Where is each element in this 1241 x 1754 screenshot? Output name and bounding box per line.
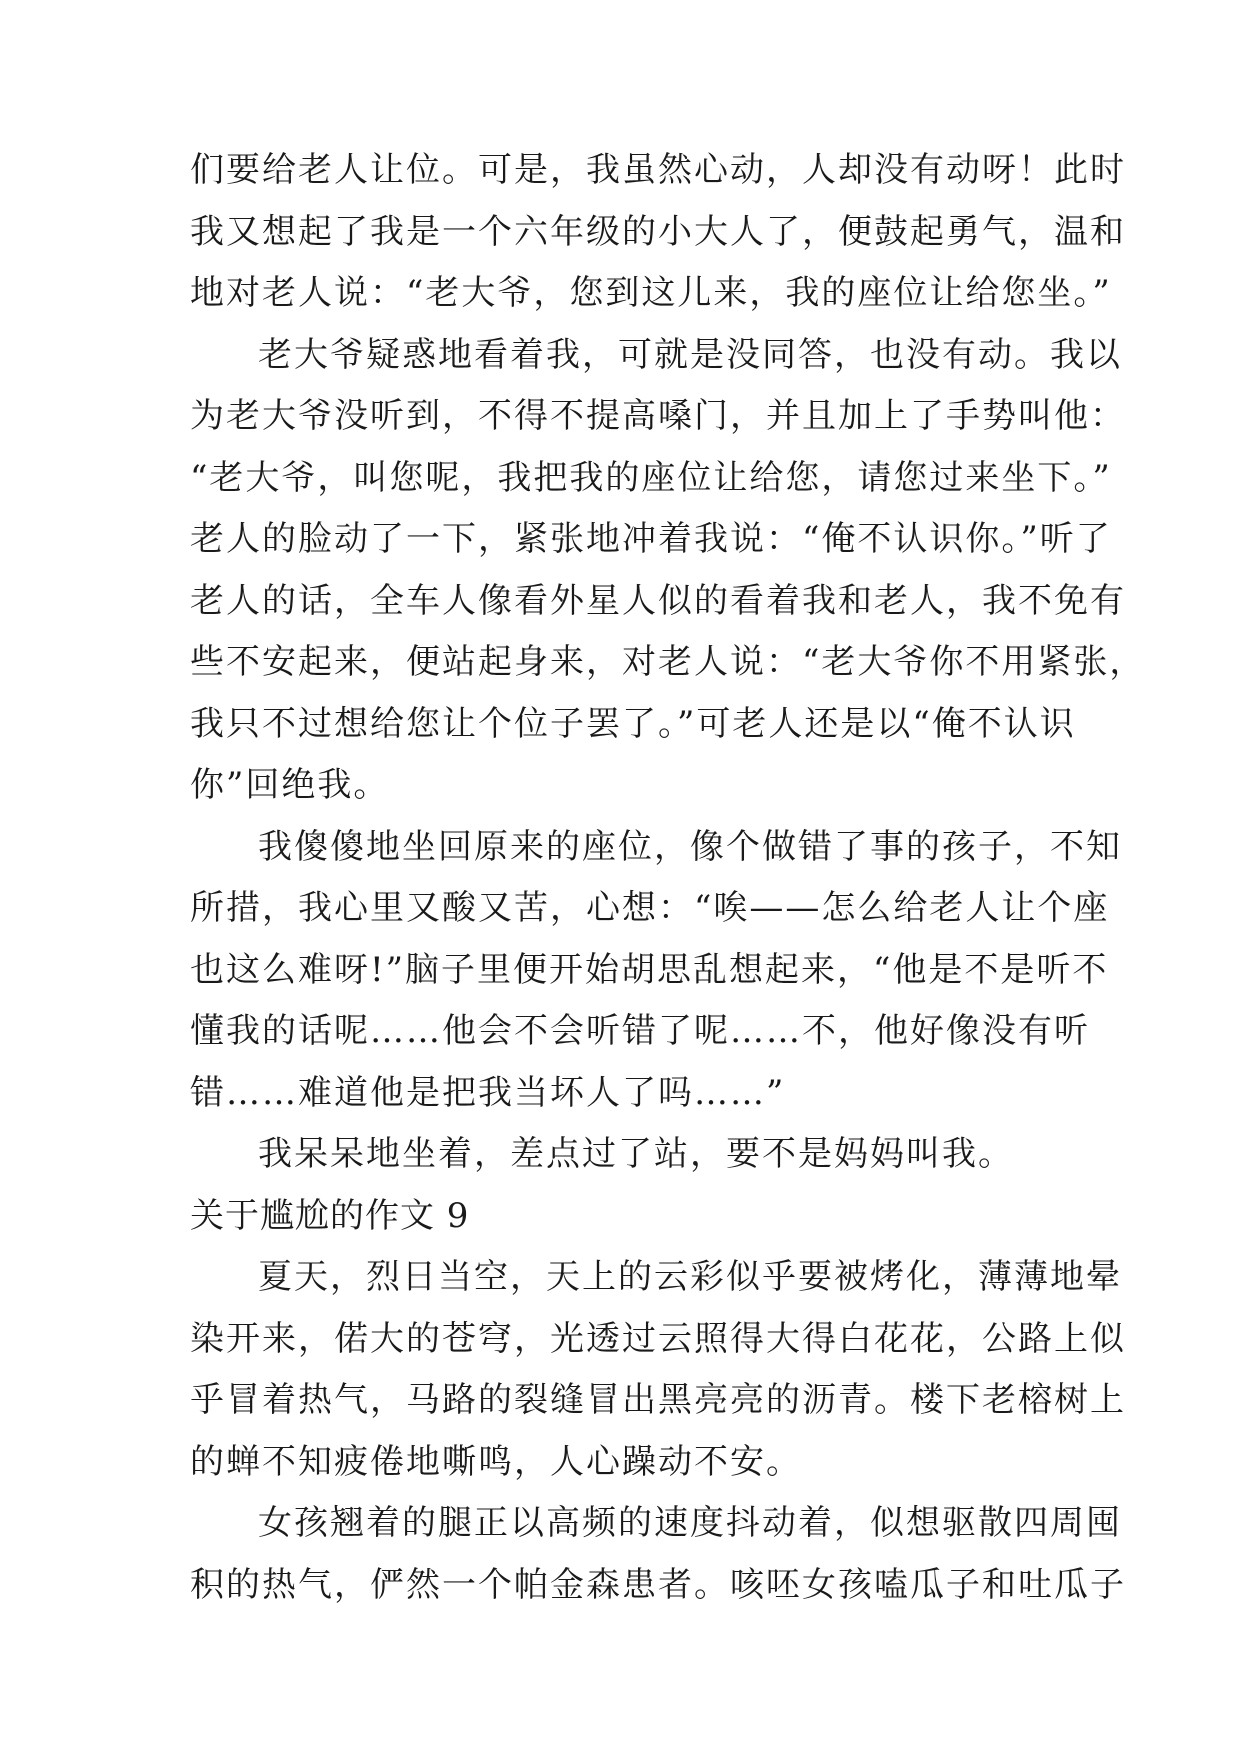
paragraph — [190, 1247, 1126, 1493]
text-line: 错……难道他是把我当坏人了吗……” — [190, 1072, 786, 1113]
text-line: 老大爷疑惑地看着我，可就是没同答，也没有动。我以 — [258, 334, 1122, 375]
paragraph — [190, 1124, 1070, 1186]
paragraph — [190, 325, 1146, 817]
text-line: 老人的脸动了一下，紧张地冲着我说：“俺不认识你。”听了 — [190, 519, 1112, 559]
paragraph — [190, 1493, 1126, 1616]
text-line: 我傻傻地坐回原来的座位，像个做错了事的孩子，不知 — [258, 826, 1122, 867]
section-heading: 关于尴尬的作文 9 — [190, 1195, 470, 1236]
text-line: 染开来，偌大的苍穹，光透过云照得大得白花花，公路上似 — [190, 1318, 1126, 1359]
text-line: 些不安起来，便站起身来，对老人说：“老大爷你不用紧张， — [190, 642, 1146, 682]
paragraph — [190, 140, 1126, 325]
text-line: 我呆呆地坐着，差点过了站，要不是妈妈叫我。 — [258, 1134, 1014, 1174]
text-line: 们要给老人让位。可是，我虽然心动，人却没有动呀！此时 — [190, 150, 1126, 190]
text-line: 我又想起了我是一个六年级的小大人了，便鼓起勇气，温和 — [190, 211, 1126, 252]
text-line: “老大爷，叫您呢，我把我的座位让给您，请您过来坐下。” — [190, 457, 1112, 498]
text-line: 懂我的话呢……他会不会听错了呢……不，他好像没有听 — [190, 1011, 1090, 1051]
text-line: 所措，我心里又酸又苦，心想：“唉——怎么给老人让个座 — [190, 888, 1110, 928]
text-line: 我只不过想给您让个位子罢了。”可老人还是以“俺不认识 — [190, 703, 1076, 744]
text-line: 的蝉不知疲倦地嘶鸣，人心躁动不安。 — [190, 1441, 802, 1482]
text-line: 女孩翘着的腿正以高频的速度抖动着，似想驱散四周囤 — [258, 1503, 1122, 1543]
text-line: 乎冒着热气，马路的裂缝冒出黑亮亮的沥青。楼下老榕树上 — [190, 1380, 1126, 1420]
paragraph — [190, 817, 1122, 1125]
text-line: 也这么难呀!”脑子里便开始胡思乱想起来，“他是不是听不 — [190, 949, 1109, 990]
text-line: 积的热气，俨然一个帕金森患者。咳呸女孩嗑瓜子和吐瓜子 — [190, 1564, 1126, 1605]
text-line: 为老大爷没听到，不得不提高嗓门，并且加上了手势叫他： — [190, 396, 1126, 436]
document-body — [190, 140, 1146, 1616]
text-line: 老人的话，全车人像看外星人似的看着我和老人，我不免有 — [190, 580, 1126, 621]
text-line: 地对老人说：“老大爷，您到这儿来，我的座位让给您坐。” — [190, 273, 1112, 313]
text-line: 夏天，烈日当空，天上的云彩似乎要被烤化，薄薄地晕 — [258, 1257, 1122, 1297]
text-line: 你”回绝我。 — [190, 765, 390, 805]
